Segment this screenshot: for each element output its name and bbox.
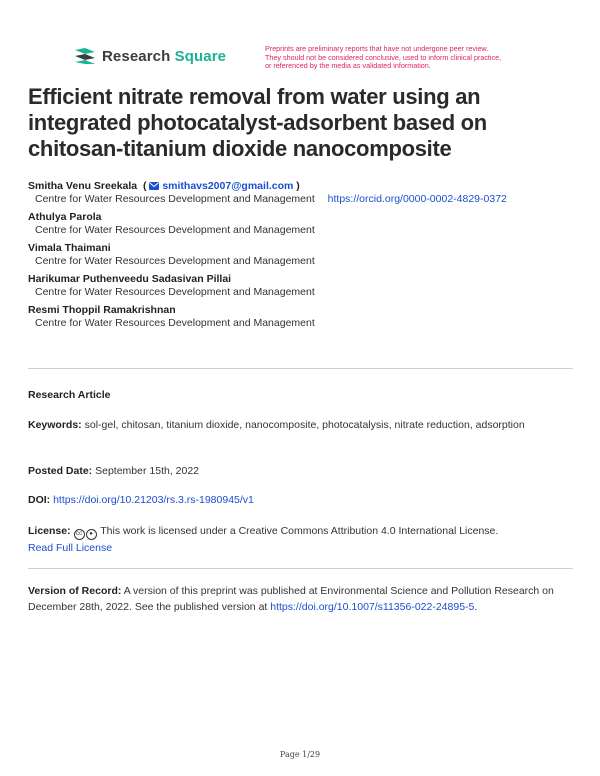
cc-by-icon: ● xyxy=(86,529,97,540)
logo-text: Research Square xyxy=(102,47,227,65)
published-version-link[interactable]: https://doi.org/10.1007/s11356-022-24895-5 xyxy=(270,601,475,613)
page-number: Page 1/29 xyxy=(279,750,321,759)
author-name: Harikumar Puthenveedu Sadasivan Pillai xyxy=(28,273,232,285)
author-email-link[interactable]: smithavs2007@gmail.com xyxy=(149,180,296,192)
article-type: Research Article xyxy=(28,389,111,401)
logo-mark-icon xyxy=(74,47,96,65)
doi-link[interactable]: https://doi.org/10.21203/rs.3.rs-1980945/v1 xyxy=(53,494,254,506)
keywords xyxy=(28,417,568,433)
orcid-link[interactable]: https://orcid.org/0000-0002-4829-0372 xyxy=(327,193,507,205)
posted-date-label: Posted Date: xyxy=(28,465,93,477)
version-of-record-text: A version of this preprint was published at Environmental Science and Pollution Research on December 28th, 2022. See the published version at xyxy=(28,585,554,613)
divider xyxy=(28,368,573,369)
author-name: Smitha Venu Sreekala xyxy=(28,180,138,192)
keywords-label: Keywords: xyxy=(28,419,82,431)
author-entry: Smitha Venu Sreekala ( smithavs2007@gmail.com ) Centre for Water Resources Development and Management https://orcid.org/0000-0002-4829-0372 xyxy=(28,180,507,205)
author-entry xyxy=(28,304,588,330)
posted-date-value: September 15th, 2022 xyxy=(95,465,200,477)
author-affiliation: Centre for Water Resources Development and Management xyxy=(35,193,315,205)
author-affiliation: Centre for Water Resources Development and Management xyxy=(35,224,315,236)
author-list xyxy=(28,180,588,335)
posted-date xyxy=(28,463,568,479)
version-of-record-label: Version of Record: xyxy=(28,585,122,597)
keywords-value: sol-gel, chitosan, titanium dioxide, nanocomposite, photocatalysis, nitrate reduction, adsorption xyxy=(84,419,525,431)
research-square-logo[interactable] xyxy=(74,47,226,65)
author-name: Resmi Thoppil Ramakrishnan xyxy=(28,304,176,316)
author-affiliation: Centre for Water Resources Development and Management xyxy=(35,286,315,298)
doi xyxy=(28,492,568,508)
cc-icon: cc xyxy=(74,529,85,540)
author-entry xyxy=(28,211,588,237)
disclaimer-line: Preprints are preliminary reports that have not undergone peer review. xyxy=(265,44,489,53)
envelope-icon xyxy=(149,182,159,190)
author-name: Vimala Thaimani xyxy=(28,242,111,254)
doi-label: DOI: xyxy=(28,494,51,506)
author-name: Athulya Parola xyxy=(28,211,102,223)
license-text: This work is licensed under a Creative Commons Attribution 4.0 International License. xyxy=(100,525,499,537)
disclaimer-line: They should not be considered conclusive, used to inform clinical practice, xyxy=(265,52,502,62)
author-affiliation: Centre for Water Resources Development and Management xyxy=(35,317,315,329)
author-entry xyxy=(28,273,588,299)
preprint-disclaimer xyxy=(265,45,535,71)
disclaimer-line: or referenced by the media as validated information. xyxy=(265,61,431,71)
paper-title: Efficient nitrate removal from water using an integrated photocatalyst-adsorbent based on chitosan-titanium dioxide nanocomposite xyxy=(28,84,487,161)
license-label: License: xyxy=(28,525,71,537)
author-entry xyxy=(28,242,588,268)
read-full-license-link[interactable]: Read Full License xyxy=(28,542,113,554)
version-of-record: Version of Record: A version of this preprint was published at Environmental Science and Pollution Research on December 28th, 2022. See the published version at https://doi.org/10.1007/s11356-022-24895-5. xyxy=(28,585,554,613)
divider xyxy=(28,568,573,569)
author-affiliation: Centre for Water Resources Development and Management xyxy=(35,255,315,267)
license xyxy=(28,523,568,556)
